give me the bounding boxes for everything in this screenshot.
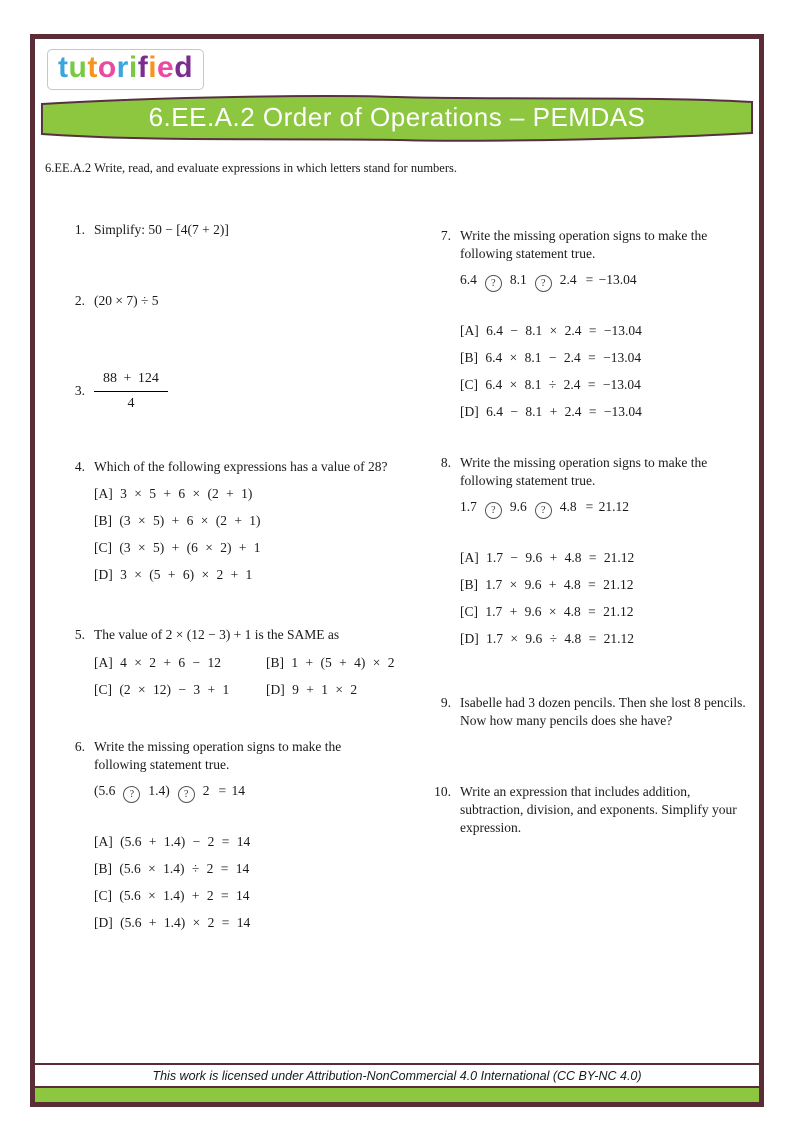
page-border-frame <box>30 34 764 1107</box>
choice-a: [A] 3 × 5 + 6 × (2 + 1) <box>94 486 253 502</box>
answer-choices <box>460 322 747 421</box>
choice-c: [C] 6.4 × 8.1 ÷ 2.4 = −13.04 <box>460 377 641 393</box>
choice-a: [A] 4 × 2 + 6 − 12 <box>94 655 221 671</box>
logo-letter: r <box>116 51 129 84</box>
stem-result: = 14 <box>218 782 245 798</box>
choice-b: [B] 6.4 × 8.1 − 2.4 = −13.04 <box>460 350 642 366</box>
question-9 <box>425 694 747 730</box>
stem-part: 1.4) <box>148 782 170 798</box>
question-2 <box>59 292 395 310</box>
choice-a: [A] (5.6 + 1.4) − 2 = 14 <box>94 834 251 850</box>
fraction-denominator: 4 <box>127 396 135 412</box>
question-8 <box>425 454 747 648</box>
stem-part: (5.6 <box>94 782 116 798</box>
choice-d: [D] 1.7 × 9.6 ÷ 4.8 = 21.12 <box>460 631 635 647</box>
stem-part: 9.6 <box>509 498 527 514</box>
answer-choices <box>94 645 395 699</box>
standard-description: 6.EE.A.2 Write, read, and evaluate expressions in which letters stand for numbers. <box>45 161 457 175</box>
choice-a: [A] 1.7 − 9.6 + 4.8 = 21.12 <box>460 550 635 566</box>
choice-d: [D] 9 + 1 × 2 <box>266 682 358 698</box>
choice-c: [C] 1.7 + 9.6 × 4.8 = 21.12 <box>460 604 634 620</box>
question-text: Simplify: 50 − [4(7 + 2)] <box>94 222 229 237</box>
equation-stem <box>94 782 395 804</box>
footer-green-bar <box>35 1086 759 1102</box>
choice-c: [C] (3 × 5) + (6 × 2) + 1 <box>94 540 261 556</box>
choice-c: [C] (2 × 12) − 3 + 1 <box>94 682 230 698</box>
page-title: 6.EE.A.2 Order of Operations – PEMDAS <box>148 101 646 132</box>
stem-result: = 21.12 <box>585 498 629 514</box>
circled-question-icon: ? <box>535 275 552 292</box>
question-6 <box>59 738 395 932</box>
stem-part: 2 <box>202 782 210 798</box>
stem-part: 6.4 <box>460 271 477 287</box>
questions-left-column <box>59 217 395 932</box>
choice-c: [C] (5.6 × 1.4) + 2 = 14 <box>94 888 250 904</box>
fraction-numerator: 88 + 124 <box>94 370 168 392</box>
question-number: 1. <box>74 222 85 237</box>
circled-question-icon: ? <box>485 502 502 519</box>
logo-letter: i <box>128 51 138 84</box>
choice-b: [B] 1.7 × 9.6 + 4.8 = 21.12 <box>460 577 634 593</box>
question-5 <box>59 626 395 699</box>
circled-question-icon: ? <box>535 502 552 519</box>
circled-question-icon: ? <box>123 786 140 803</box>
stem-part: 1.7 <box>460 498 477 514</box>
question-1 <box>59 221 395 239</box>
license-footer <box>35 1063 759 1088</box>
fraction-expression <box>94 370 168 414</box>
question-text: Which of the following expressions has a value of 28? <box>94 458 388 474</box>
question-number: 8. <box>440 455 451 471</box>
logo-letter: t <box>58 51 69 84</box>
question-text: Write an expression that includes addition, subtraction, division, and exponents. Simplify your expression. <box>460 783 737 835</box>
question-7 <box>425 227 747 421</box>
circled-question-icon: ? <box>485 275 502 292</box>
stem-part: 2.4 <box>559 271 577 287</box>
answer-choices <box>94 485 395 584</box>
equation-stem <box>460 498 747 520</box>
answer-choices <box>94 833 395 932</box>
question-text: (20 × 7) ÷ 5 <box>94 292 159 308</box>
stem-result: = −13.04 <box>585 271 637 287</box>
title-banner <box>39 93 755 143</box>
choice-b: [B] (3 × 5) + 6 × (2 + 1) <box>94 513 261 529</box>
question-number: 3. <box>74 382 85 398</box>
question-10 <box>425 783 747 836</box>
choice-d: [D] 3 × (5 + 6) × 2 + 1 <box>94 567 253 583</box>
question-number: 5. <box>74 627 85 643</box>
logo-letter: t <box>87 51 98 84</box>
choice-a: [A] 6.4 − 8.1 × 2.4 = −13.04 <box>460 323 642 339</box>
questions-right-column <box>425 217 747 836</box>
question-number: 2. <box>74 292 85 308</box>
choice-b: [B] (5.6 × 1.4) ÷ 2 = 14 <box>94 861 250 877</box>
logo-letter: i <box>148 51 158 84</box>
choice-b: [B] 1 + (5 + 4) × 2 <box>266 655 395 671</box>
question-text: Write the missing operation signs to make the following statement true. <box>94 739 342 772</box>
logo-letter: f <box>137 51 149 84</box>
logo-letter: o <box>97 51 117 84</box>
logo-letter: u <box>68 51 88 84</box>
question-text: Isabelle had 3 dozen pencils. Then she lost 8 pencils. Now how many pencils does she have? <box>460 695 746 729</box>
question-number: 4. <box>74 458 85 474</box>
stem-part: 8.1 <box>509 271 527 287</box>
license-text: This work is licensed under Attribution-NonCommercial 4.0 International (CC BY-NC 4.0) <box>152 1069 642 1083</box>
question-text: Write the missing operation signs to make the following statement true. <box>460 455 708 488</box>
question-text: Write the missing operation signs to make the following statement true. <box>460 228 708 261</box>
logo-letter: e <box>157 51 175 84</box>
question-number: 6. <box>74 739 85 755</box>
answer-choices <box>460 549 747 648</box>
question-3 <box>59 370 395 414</box>
question-number: 9. <box>440 695 451 711</box>
choice-d: [D] 6.4 − 8.1 + 2.4 = −13.04 <box>460 404 642 420</box>
question-number: 7. <box>440 228 451 243</box>
question-number: 10. <box>434 783 451 799</box>
logo-letter: d <box>174 51 194 84</box>
circled-question-icon: ? <box>178 786 195 803</box>
question-4 <box>59 458 395 585</box>
choice-d: [D] (5.6 + 1.4) × 2 = 14 <box>94 915 251 931</box>
question-text: The value of 2 × (12 − 3) + 1 is the SAME as <box>94 627 340 643</box>
stem-part: 4.8 <box>559 498 577 514</box>
equation-stem <box>460 271 747 293</box>
tutorified-logo <box>47 49 204 90</box>
